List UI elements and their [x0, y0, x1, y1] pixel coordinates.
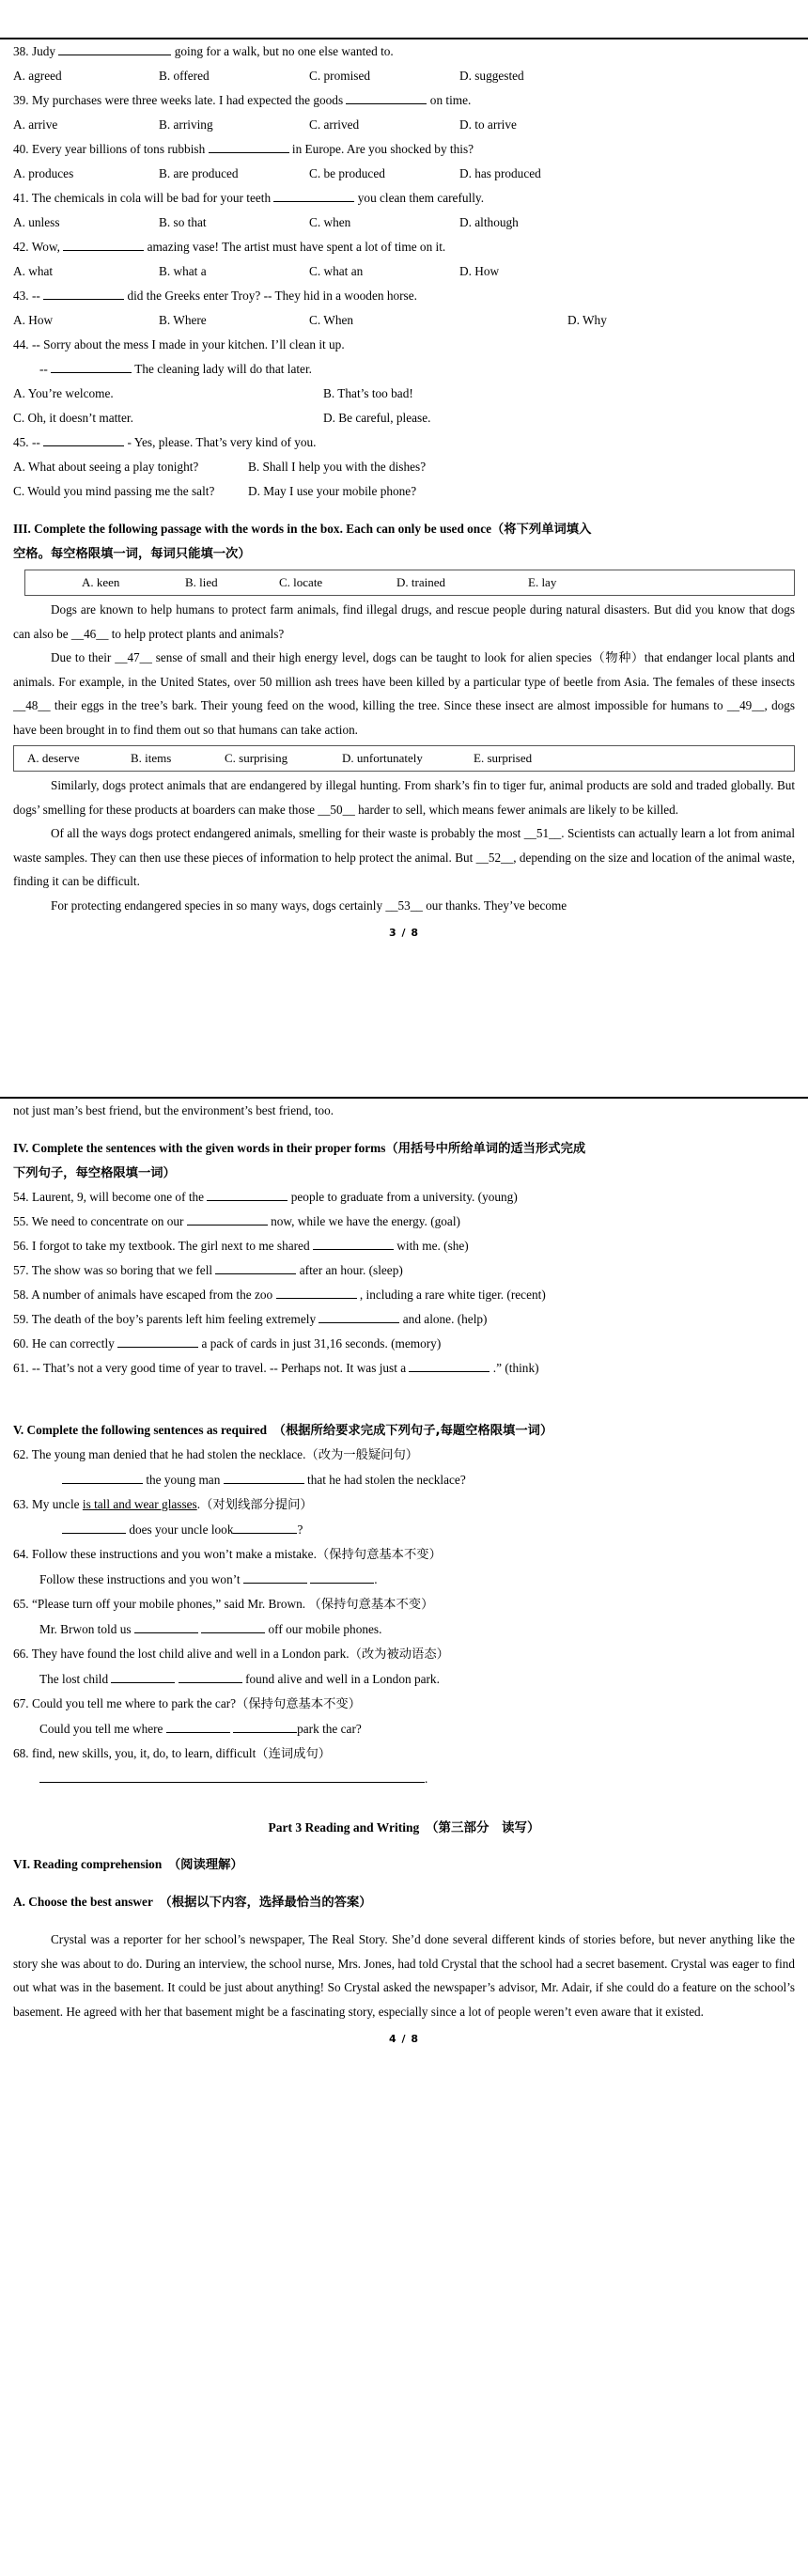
answer-blank[interactable] [62, 1533, 126, 1534]
answer-blank[interactable] [43, 299, 124, 300]
question-42-stem [13, 235, 795, 259]
question-62-prompt-cn: （改为一般疑问句） [305, 1447, 419, 1462]
word-option-a[interactable]: A. deserve [27, 751, 80, 765]
question-62-answer-mid: the young man [146, 1472, 221, 1487]
question-68-answer-end: . [425, 1771, 428, 1786]
passage-paragraph-2: Due to their __47__ sense of small and their high energy level, dogs can be taught to look for alien species（物种）that endanger local plants and animals. For example, in the United States, over 50 million ash trees have been killed by a particular type of beetle from Asia. The females of these insects __48__ their eggs in the tree’s bark. Their young feed on the wood, killing the tree. Since these insect are almost impossible for humans to __49__, dogs have been brought in to find them out so that humans can take action. [13, 650, 795, 737]
word-option-b[interactable]: B. lied [185, 575, 218, 589]
question-66-answer-end: found alive and well in a London park. [245, 1671, 440, 1686]
section-3-heading-cn-1: （将下列单词填入 [491, 523, 592, 537]
question-56-before: 56. I forgot to take my textbook. The girl next to me shared [13, 1238, 310, 1253]
question-38-stem-before: 38. Judy [13, 44, 56, 58]
question-40-stem [13, 137, 795, 162]
header-artifact [0, 0, 808, 17]
question-63-prompt-cn: （对划线部分提问） [200, 1497, 313, 1512]
answer-blank[interactable] [201, 1632, 265, 1633]
answer-blank[interactable] [233, 1732, 297, 1733]
option-a[interactable]: A. What about seeing a play tonight? [13, 460, 199, 474]
question-64-answer [13, 1568, 795, 1592]
answer-blank[interactable] [233, 1533, 297, 1534]
word-option-c[interactable]: C. locate [279, 575, 323, 589]
question-67-answer [13, 1717, 795, 1741]
question-62-answer [13, 1468, 795, 1492]
question-64-answer-end: . [374, 1571, 378, 1586]
answer-blank[interactable] [43, 445, 124, 446]
answer-blank[interactable] [39, 1782, 425, 1783]
section-spacer [13, 1381, 795, 1405]
answer-blank[interactable] [313, 1249, 394, 1250]
subsection-a-heading-cn: （根据以下内容，选择最恰当的答案） [159, 1896, 372, 1911]
option-d[interactable]: D. although [459, 215, 519, 229]
option-a[interactable]: A. You’re welcome. [13, 386, 114, 400]
question-44-stem-line2 [13, 357, 795, 382]
question-68-prompt-en: 68. find, new skills, you, it, do, to learn, difficult [13, 1745, 256, 1760]
answer-blank[interactable] [310, 1583, 374, 1584]
passage-paragraph-4: Of all the ways dogs protect endangered animals, smelling for their waste is probably the most __51__. Scientists can actually learn a lot from animal waste samples. They can then use these pieces of information to help protect the animal. But __52__, depending on the size and location of the animal waste, finding it can be difficult. [13, 826, 795, 888]
option-c[interactable]: C. Would you mind passing me the salt? [13, 484, 215, 498]
section-3-heading-cn-2: 空格。每空格限填一词，每词只能填一次） [13, 547, 251, 561]
reading-passage: Crystal was a reporter for her school’s newspaper, The Real Story. She’d done several different kinds of stories before, but never anything like the story she was about to do. During an interview, the school nurse, Mrs. Jones, had told Crystal that the school had a secret basement. Crystal was eager to find out what was in the basement. It could be just about anything! So Crystal asked the newspaper’s advisor, Mr. Adair, if she could do a feature on the school’s basement. He agreed with her that basement might be a fascinating story, especially since a lot of people weren’t even aware that it existed. [13, 1932, 795, 2019]
question-40-options [13, 162, 795, 186]
question-38-stem-after: going for a walk, but no one else wanted to. [174, 44, 394, 58]
question-62-prompt [13, 1443, 795, 1468]
word-option-b[interactable]: B. items [131, 751, 172, 765]
question-57-before: 57. The show was so boring that we fell [13, 1262, 213, 1277]
question-44-options-row1 [13, 382, 795, 406]
word-box-spacer [14, 749, 27, 768]
question-44-stem-line1: 44. -- Sorry about the mess I made in your kitchen. I’ll clean it up. [13, 337, 345, 351]
question-58-after: , including a rare white tiger. (recent) [359, 1287, 546, 1302]
section-5-heading [13, 1418, 795, 1443]
part-3-title-en: Part 3 Reading and Writing [268, 1819, 420, 1834]
word-box-2 [13, 745, 795, 772]
option-b[interactable]: B. are produced [159, 166, 239, 180]
question-63-underlined-part: is tall and wear glasses [82, 1496, 197, 1511]
answer-blank[interactable] [346, 103, 427, 104]
option-b[interactable]: B. That’s too bad! [323, 386, 413, 400]
passage-paragraph-1: Dogs are known to help humans to protect farm animals, find illegal drugs, and rescue people during natural disasters. But did you know that dogs can also be __46__ to help protect plants and animals? [13, 602, 795, 641]
passage-paragraph-5: For protecting endangered species in so many ways, dogs certainly __53__ our thanks. They’ve become [51, 898, 567, 913]
question-63-prompt [13, 1492, 795, 1518]
section-4-heading [13, 1136, 795, 1185]
option-c[interactable]: C. arrived [309, 117, 360, 132]
page-break-gap [0, 939, 808, 1080]
question-56 [13, 1234, 795, 1258]
question-42-stem-before: 42. Wow, [13, 240, 60, 254]
question-64-answer-pre: Follow these instructions and you won’t [39, 1571, 241, 1586]
answer-blank[interactable] [319, 1322, 399, 1323]
answer-blank[interactable] [134, 1632, 198, 1633]
question-68-prompt-cn: （连词成句） [256, 1746, 332, 1761]
question-44-options-row2 [13, 406, 795, 430]
question-62-answer-end: that he had stolen the necklace? [307, 1472, 466, 1487]
option-a[interactable]: A. what [13, 264, 54, 278]
question-67-answer-end: park the car? [297, 1721, 362, 1736]
question-56-after: with me. (she) [396, 1238, 469, 1253]
question-64-prompt [13, 1542, 795, 1568]
word-box-1 [24, 570, 795, 596]
question-68-answer [13, 1767, 795, 1791]
question-41-stem [13, 186, 795, 211]
answer-blank[interactable] [224, 1483, 304, 1484]
question-65-prompt-cn: （保持句意基本不变） [308, 1597, 434, 1612]
question-58-before: 58. A number of animals have escaped from the zoo [13, 1287, 273, 1302]
question-63-answer-mid: does your uncle look [129, 1522, 234, 1537]
option-d[interactable]: D. to arrive [459, 117, 517, 132]
answer-blank[interactable] [187, 1225, 268, 1226]
question-63-answer [13, 1518, 795, 1542]
question-66-answer-pre: The lost child [39, 1671, 109, 1686]
question-67-prompt [13, 1692, 795, 1717]
option-a[interactable]: A. arrive [13, 117, 58, 132]
answer-blank[interactable] [243, 1583, 307, 1584]
page-number-4: 4 / 8 [389, 2033, 419, 2046]
section-6-heading-cn: （阅读理解） [167, 1857, 243, 1872]
question-55-after: now, while we have the energy. (goal) [271, 1213, 460, 1228]
passage-paragraph-5-continued: not just man’s best friend, but the environment’s best friend, too. [13, 1103, 334, 1117]
question-66-prompt-cn: （改为被动语态） [349, 1647, 449, 1662]
option-b[interactable]: B. Shall I help you with the dishes? [248, 460, 427, 474]
answer-blank[interactable] [273, 201, 354, 202]
answer-blank[interactable] [276, 1298, 357, 1299]
question-38-options [13, 64, 795, 88]
question-64-prompt-cn: （保持句意基本不变） [316, 1547, 442, 1562]
section-5-heading-en: V. Complete the following sentences as required [13, 1422, 267, 1437]
option-d[interactable]: D. Be careful, please. [323, 411, 431, 425]
part-3-title-cn: （第三部分 读写） [426, 1819, 540, 1835]
passage-paragraph-3: Similarly, dogs protect animals that are endangered by illegal hunting. From shark’s fin to tiger fur, animal products are sold and traded globally. But dogs’ smelling for these products at boarders can make those __50__ harder to sell, which means fewer animals are likely to be killed. [13, 778, 795, 817]
answer-blank[interactable] [409, 1371, 489, 1372]
question-63-answer-end: ? [297, 1522, 303, 1537]
option-a[interactable]: A. agreed [13, 69, 62, 83]
option-a[interactable]: A. unless [13, 215, 60, 229]
question-45-stem [13, 430, 795, 455]
answer-blank[interactable] [207, 1200, 287, 1201]
word-box-spacer [25, 573, 82, 592]
option-c[interactable]: C. be produced [309, 166, 385, 180]
answer-blank[interactable] [215, 1273, 296, 1274]
question-60-after: a pack of cards in just 31,16 seconds. (memory) [201, 1335, 442, 1350]
question-63-prompt-post: . [196, 1496, 201, 1511]
question-66-prompt [13, 1642, 795, 1667]
question-54-before: 54. Laurent, 9, will become one of the [13, 1189, 205, 1204]
question-68-prompt [13, 1741, 795, 1767]
question-54-after: people to graduate from a university. (young) [290, 1189, 518, 1204]
word-option-c[interactable]: C. surprising [225, 751, 288, 765]
option-c[interactable]: C. When [309, 313, 354, 327]
question-45-options-row2 [13, 479, 795, 504]
option-d[interactable]: D. How [459, 264, 500, 278]
question-45-dash: 45. -- [13, 435, 40, 449]
question-59-before: 59. The death of the boy’s parents left him feeling extremely [13, 1311, 317, 1326]
exam-page-3 [0, 0, 808, 939]
option-a[interactable]: A. produces [13, 166, 74, 180]
question-65-answer-pre: Mr. Brwon told us [39, 1621, 132, 1636]
question-65-answer [13, 1617, 795, 1642]
question-57 [13, 1258, 795, 1283]
option-a[interactable]: A. How [13, 313, 54, 327]
question-39-stem [13, 88, 795, 113]
question-57-after: after an hour. (sleep) [299, 1262, 403, 1277]
question-43-stem [13, 284, 795, 308]
question-61-before: 61. -- That’s not a very good time of year to travel. -- Perhaps not. It was just a [13, 1360, 407, 1375]
question-55-before: 55. We need to concentrate on our [13, 1213, 184, 1228]
question-55 [13, 1210, 795, 1234]
word-option-e[interactable]: E. lay [528, 575, 557, 589]
section-6-heading [13, 1852, 795, 1878]
question-65-prompt-en: 65. “Please turn off your mobile phones,” said Mr. Brown. [13, 1596, 306, 1611]
question-65-answer-end: off our mobile phones. [268, 1621, 382, 1636]
subsection-a-heading [13, 1890, 795, 1915]
option-d[interactable]: D. May I use your mobile phone? [248, 484, 417, 498]
question-67-answer-pre: Could you tell me where [39, 1721, 163, 1736]
option-c[interactable]: C. what an [309, 264, 364, 278]
answer-blank[interactable] [51, 372, 132, 373]
option-b[interactable]: B. so that [159, 215, 207, 229]
question-44-stem-line2-after: The cleaning lady will do that later. [134, 362, 312, 376]
question-42-options [13, 259, 795, 284]
question-64-prompt-en: 64. Follow these instructions and you won’t make a mistake. [13, 1546, 317, 1561]
question-39-options [13, 113, 795, 137]
question-54 [13, 1185, 795, 1210]
option-c[interactable]: C. when [309, 215, 351, 229]
question-40-stem-before: 40. Every year billions of tons rubbish [13, 142, 206, 156]
question-61-after: .” (think) [492, 1360, 539, 1375]
question-43-stem-before: 43. -- [13, 289, 40, 303]
option-b[interactable]: B. arriving [159, 117, 213, 132]
answer-blank[interactable] [166, 1732, 230, 1733]
question-45-options-row1 [13, 455, 795, 479]
question-59 [13, 1307, 795, 1332]
question-41-stem-before: 41. The chemicals in cola will be bad for your teeth [13, 191, 272, 205]
exam-page-4 [0, 1080, 808, 2045]
answer-blank[interactable] [63, 250, 144, 251]
question-45-stem-after: - Yes, please. That’s very kind of you. [127, 435, 317, 449]
part-3-title [13, 1816, 795, 1840]
option-d[interactable]: D. suggested [459, 69, 524, 83]
answer-blank[interactable] [62, 1483, 143, 1484]
question-66-prompt-en: 66. They have found the lost child alive and well in a London park. [13, 1646, 350, 1661]
question-58 [13, 1283, 795, 1307]
option-c[interactable]: C. Oh, it doesn’t matter. [13, 411, 133, 425]
option-b[interactable]: B. what a [159, 264, 207, 278]
question-43-stem-after: did the Greeks enter Troy? -- They hid in a wooden horse. [127, 289, 417, 303]
option-b[interactable]: B. Where [159, 313, 207, 327]
question-60 [13, 1332, 795, 1356]
section-4-heading-cn-2: 下列句子，每空格限填一词） [13, 1165, 176, 1180]
question-59-after: and alone. (help) [402, 1311, 488, 1326]
word-option-e[interactable]: E. surprised [474, 751, 533, 765]
question-60-before: 60. He can correctly [13, 1335, 115, 1350]
question-61 [13, 1356, 795, 1381]
question-62-prompt-en: 62. The young man denied that he had stolen the necklace. [13, 1446, 306, 1461]
section-4-heading-cn-1: （用括号中所给单词的适当形式完成 [385, 1141, 586, 1156]
section-4-heading-en: IV. Complete the sentences with the given words in their proper forms [13, 1140, 386, 1155]
option-c[interactable]: C. promised [309, 69, 371, 83]
question-67-prompt-cn: （保持句意基本不变） [236, 1696, 362, 1711]
question-63-prompt-pre: 63. My uncle [13, 1496, 83, 1511]
option-d[interactable]: D. Why [567, 313, 607, 327]
answer-blank[interactable] [111, 1682, 175, 1683]
section-6-heading-en: VI. Reading comprehension [13, 1856, 163, 1871]
question-38-stem [13, 39, 795, 64]
question-67-prompt-en: 67. Could you tell me where to park the car? [13, 1695, 237, 1710]
answer-blank[interactable] [179, 1682, 242, 1683]
question-43-options [13, 308, 795, 333]
answer-blank[interactable] [117, 1347, 198, 1348]
option-b[interactable]: B. offered [159, 69, 210, 83]
option-d[interactable]: D. has produced [459, 166, 541, 180]
question-42-stem-after: amazing vase! The artist must have spent a lot of time on it. [147, 240, 446, 254]
header-artifact-2 [0, 1080, 808, 1097]
question-40-stem-after: in Europe. Are you shocked by this? [291, 142, 474, 156]
section-3-heading [13, 517, 795, 566]
question-66-answer [13, 1667, 795, 1692]
word-option-d[interactable]: D. trained [396, 575, 445, 589]
question-65-prompt [13, 1592, 795, 1617]
question-39-stem-after: on time. [429, 93, 472, 107]
subsection-a-heading-en: A. Choose the best answer [13, 1895, 153, 1910]
page-number-3: 3 / 8 [389, 927, 419, 939]
question-41-stem-after: you clean them carefully. [357, 191, 485, 205]
section-5-heading-cn: （根据所给要求完成下列句子,每题空格限填一词） [272, 1423, 553, 1438]
word-option-d[interactable]: D. unfortunately [342, 751, 423, 765]
question-44-dash: -- [39, 362, 48, 376]
word-option-a[interactable]: A. keen [82, 575, 120, 589]
question-41-options [13, 211, 795, 235]
section-3-heading-en: III. Complete the following passage with the words in the box. Each can only be used once [13, 522, 492, 536]
question-39-stem-before: 39. My purchases were three weeks late. I had expected the goods [13, 93, 344, 107]
answer-blank[interactable] [209, 152, 289, 153]
